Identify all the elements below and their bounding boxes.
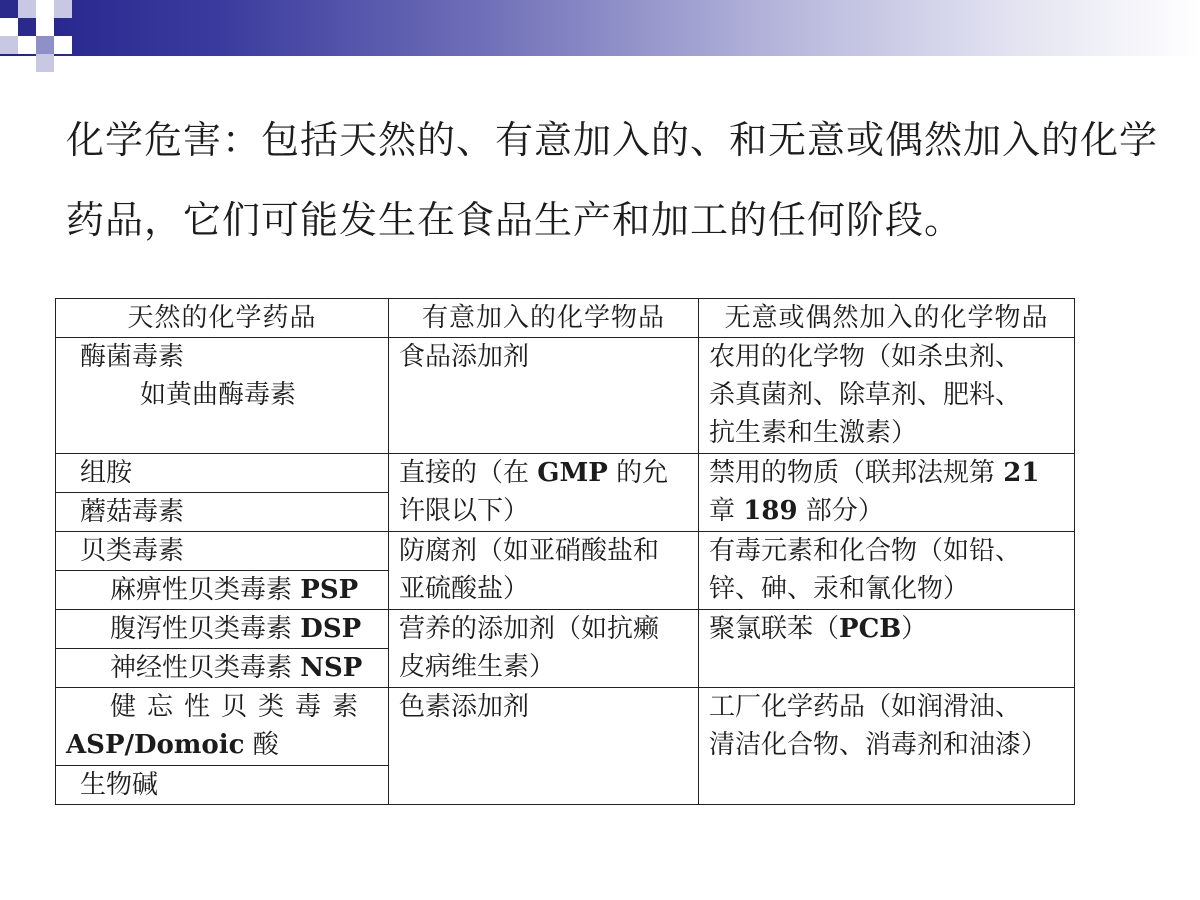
cell-text-part: 直接的（在 [399,458,538,488]
cell-text-part: PSP [300,575,359,605]
cell-text: 农用的化学物（如杀虫剂、 [709,342,1022,372]
header-decor-square [18,36,36,54]
header-decor-square [0,36,18,54]
cell-nutrient-additives [389,610,699,688]
cell-histamine: 组胺 [56,454,389,493]
cell-text-part: 酸 [244,730,279,760]
cell-banned-substances [699,454,1075,532]
cell-text: 许限以下） [399,496,530,526]
cell-alkaloid: 生物碱 [56,766,389,805]
cell-text-part: 部分） [797,496,884,526]
cell-nsp [56,649,389,688]
cell-text-part: 神经性贝类毒素 [110,653,301,683]
cell-text: 防腐剂（如亚硝酸盐和 [399,536,660,566]
table-row [56,688,1075,766]
table-row [56,454,1075,493]
cell-text: 清洁化合物、消毒剂和油漆） [709,730,1048,760]
cell-text-part: 的允 [607,458,669,488]
cell-food-additives [389,338,699,454]
cell-text: 工厂化学药品（如润滑油、 [709,692,1022,722]
slide-title-line: 药品，它们可能发生在食品生产和加工的任何阶段。 [66,198,964,242]
header-decor-square [0,18,18,36]
cell-text: 有毒元素和化合物（如铅、 [709,536,1022,566]
cell-text-part: 聚氯联苯（ [709,614,840,644]
cell-text [709,454,1074,492]
table-row [56,610,1075,649]
column-header-incidental: 无意或偶然加入的化学物品 [699,299,1075,338]
cell-text: 食品添加剂 [399,342,530,372]
cell-color-additives [389,688,699,805]
header-gradient-bar [0,0,1200,56]
header-decor-square [36,0,54,18]
table-header-row [56,299,1075,338]
slide-title [66,100,1186,260]
cell-text: 色素添加剂 [399,692,530,722]
cell-agricultural-chemicals [699,338,1075,454]
cell-text [709,492,1074,530]
header-decor-square [54,0,72,18]
cell-text-part: 禁用的物质（联邦法规第 [709,458,1004,488]
cell-preservatives [389,532,699,610]
cell-factory-chemicals [699,688,1075,805]
cell-mushroom-toxin: 蘑菇毒素 [56,493,389,532]
cell-text-part: DSP [300,614,362,644]
cell-text-part: 章 [709,496,744,526]
cell-text: 如黄曲酶毒素 [140,380,297,410]
column-header-natural: 天然的化学药品 [56,299,389,338]
cell-text: 亚硫酸盐） [399,574,530,604]
cell-pcb [699,610,1075,688]
header-decor-square [0,0,18,18]
header-decor-square [36,18,54,36]
cell-text: 锌、砷、汞和氰化物） [709,574,970,604]
chemical-hazard-table [55,298,1075,805]
cell-text: 健忘性贝类毒素 [110,692,370,722]
table-row [56,532,1075,571]
header-decor-square [18,0,36,18]
cell-text-part: 麻痹性贝类毒素 [110,575,301,605]
header-decor-square [36,54,54,72]
cell-text-part: 189 [743,496,798,526]
cell-shellfish-toxin: 贝类毒素 [56,532,389,571]
cell-dsp [56,610,389,649]
cell-text [399,454,698,492]
table-row [56,338,1075,454]
header-decor-square [18,18,36,36]
slide-title-line: 化学危害：包括天然的、有意加入的、和无意或偶然加入的化学 [66,118,1159,162]
cell-text: 抗生素和生激素） [709,418,918,448]
cell-text-part: ） [901,614,928,644]
cell-text: 杀真菌剂、除草剂、肥料、 [709,380,1022,410]
cell-text-part: GMP [537,458,608,488]
cell-text: 酶菌毒素 [80,342,185,372]
cell-text-part: 21 [1003,458,1040,488]
cell-asp [56,688,389,766]
cell-text [709,610,1074,648]
column-header-intentional: 有意加入的化学物品 [389,299,699,338]
cell-text-part: PCB [839,614,902,644]
header-decor-square [54,36,72,54]
cell-text: 皮病维生素） [399,652,556,682]
cell-direct-additives [389,454,699,532]
cell-text-part: 腹泻性贝类毒素 [110,614,301,644]
cell-mycotoxin [56,338,389,454]
cell-psp [56,571,389,610]
header-decor-square [36,36,54,54]
cell-text: 营养的添加剂（如抗癞 [399,614,660,644]
cell-text-part: ASP/Domoic [66,730,245,760]
cell-text-part: NSP [300,653,363,683]
cell-text [66,726,388,764]
cell-toxic-elements [699,532,1075,610]
